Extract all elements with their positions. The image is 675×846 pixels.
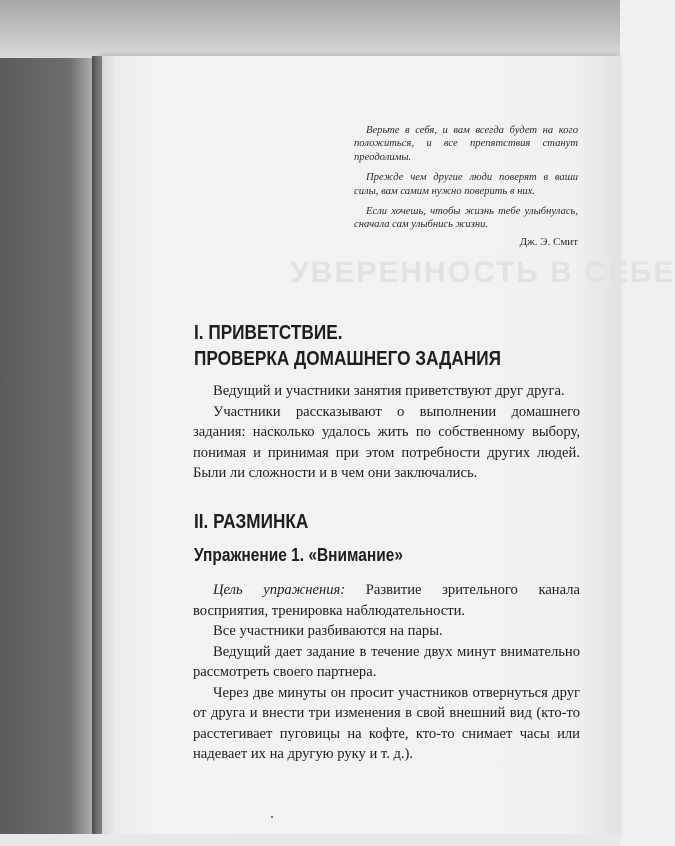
epigraph-quote-1: Верьте в себя, и вам всегда будет на кого положиться, и все препятствия станут преодолимы. (354, 125, 578, 163)
epigraph-author: Дж. Э. Смит (519, 235, 578, 248)
section1-paragraph-2: Участники рассказывают о выполнении домашнего задания: насколько удалось жить по собственному выбору, понимая и принимая при этом потребности других людей. Были ли сложности и в чем они заключались. (193, 403, 580, 481)
section1-paragraph-1: Ведущий и участники занятия приветствуют друг друга. (213, 383, 565, 399)
epigraph (354, 124, 578, 256)
section1-title-line2: ПРОВЕРКА ДОМАШНЕГО ЗАДАНИЯ (194, 348, 501, 370)
book-spine-edge (92, 56, 102, 834)
epigraph-quote-3: Если хочешь, чтобы жизнь тебе улыбнулась, сначала сам улыбнись жизни. (354, 206, 578, 231)
section1-title-line1: I. ПРИВЕТСТВИЕ. (194, 322, 343, 344)
scan-top-band (0, 0, 620, 58)
section2-paragraph-2: Все участники разбиваются на пары. (213, 623, 443, 639)
section2-paragraph-3: Ведущий дает задание в течение двух минут внимательно рассмотреть своего партнера. (193, 643, 580, 680)
scan-speck (271, 816, 273, 818)
exercise-goal-label: Цель упражнения: (213, 582, 346, 598)
scan-bottom-band (0, 834, 620, 846)
section2-paragraph-4: Через две минуты он просит участников отвернуться друг от друга и внести три изменения в свой внешний вид (кто-то расстегивает пуговицы на кофте, кто-то снимает часы или надевает их на другую руку и т. д.). (193, 684, 580, 762)
exercise-goal-paragraph (193, 580, 580, 621)
section2-title: II. РАЗМИНКА (194, 511, 309, 533)
exercise-title: Упражнение 1. «Внимание» (194, 545, 403, 565)
exercise-goal-text: Развитие зрительного канала восприятия, тренировка наблюдательности. (193, 582, 580, 619)
epigraph-quote-2: Прежде чем другие люди поверят в ваши силы, вам самим нужно поверить в них. (354, 172, 578, 197)
section2-body (193, 580, 580, 765)
show-through-text: УВЕРЕННОСТЬ В СЕБЕ (290, 256, 675, 289)
section1-body (193, 381, 580, 484)
